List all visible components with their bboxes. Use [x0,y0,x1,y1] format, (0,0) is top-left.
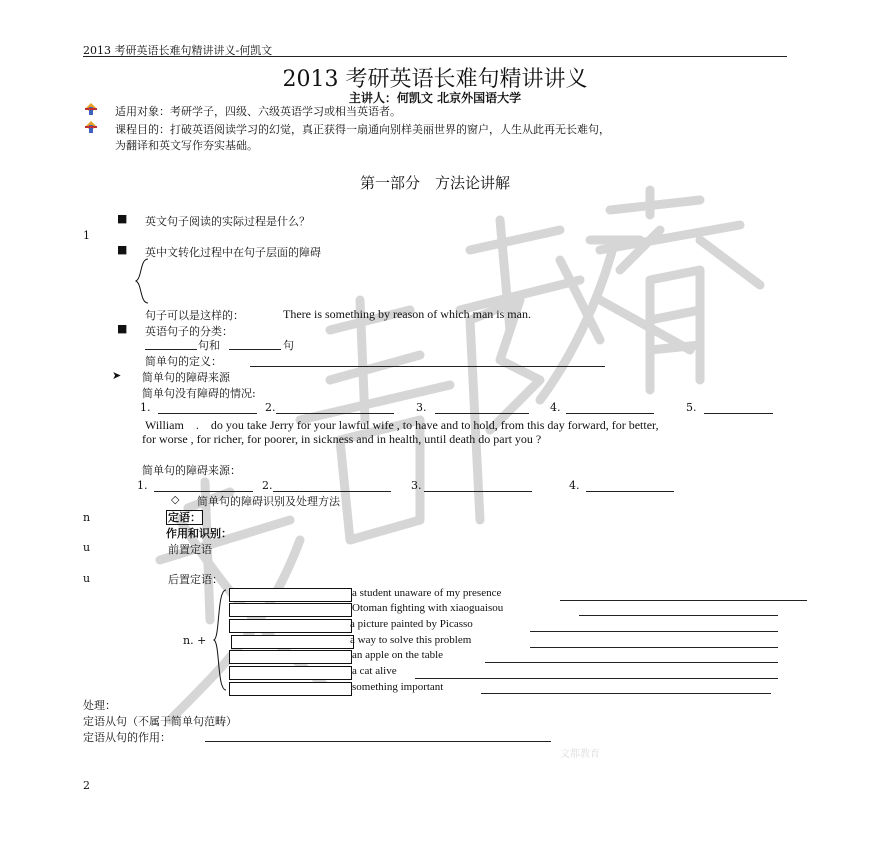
no-obstacle-heading: 简单句没有障碍的情况: [142,387,256,400]
obstacle-source-heading: 简单句的障碍来源 [142,371,230,384]
blank-line [530,647,778,648]
purpose-text-1: 课程目的：打破英语阅读学习的幻觉，真正获得一扇通向别样美丽世界的窗户，人生从此再无长难句， [115,123,610,136]
square-bullet-icon: ■ [117,243,128,256]
list-number: 4. [569,479,580,492]
lecturer: 主讲人：何凯文 北京外国语大学 [348,91,522,105]
blank-line [586,491,674,492]
blank-line [435,413,529,414]
pencil-icon [84,120,98,134]
square-bullet-icon: ■ [117,212,128,225]
diamond-bullet-icon: ◇ [171,493,180,506]
sentence-classification: 英语句子的分类： [145,325,233,338]
blank-line [579,615,778,616]
blank-line [704,413,773,414]
list-number: 3. [411,479,422,492]
audience-text: 适用对象：考研学子，四级、六级英语学习或相当英语者。 [115,105,401,118]
blank-line [276,413,394,414]
answer-box[interactable] [229,682,352,696]
pencil-icon [84,102,98,116]
left-brace-icon [212,589,228,691]
example-phrase: a picture painted by Picasso [350,618,473,630]
list-number: 2. [265,401,276,414]
blank-line [415,678,778,679]
blank-line [229,349,281,350]
arrow-bullet-icon: ➤ [112,369,122,382]
page-number: 1 [83,229,90,242]
simple-sentence-definition: 简单句的定义： [145,355,222,368]
blank-line [205,741,551,742]
blank-line [158,413,257,414]
pre-attributive: 前置定语 [168,543,212,556]
obstacle-identification: 简单句的障碍识别及处理方法 [197,495,340,508]
blank-line [424,491,532,492]
clause-label: 定语从句（不属于简单句范畴） [83,715,237,728]
watermark-text: 文都教育 [560,749,600,760]
blank-label-ju2: 句 [283,339,294,352]
example-phrase: a way to solve this problem [350,634,472,646]
square-bullet-icon: ■ [117,322,128,335]
blank-line [530,631,778,632]
post-attributive: 后置定语： [168,573,223,586]
list-number: 3. [416,401,427,414]
clause-role-label: 定语从句的作用： [83,731,171,744]
list-number: 2. [262,479,273,492]
list-number: 4. [550,401,561,414]
blank-line [273,491,391,492]
example-phrase: a cat alive [352,665,397,677]
example-phrase: an apple on the table [352,649,444,661]
example-label: 句子可以是这样的： [145,309,244,322]
answer-box[interactable] [229,650,352,664]
answer-box[interactable] [229,603,352,617]
marker-u: u [83,572,91,585]
answer-box[interactable] [229,666,352,680]
blank-line [481,693,771,694]
purpose-text-2: 为翻译和英文写作夯实基础。 [115,139,258,152]
example-phrase: a student unaware of my presence [352,587,502,599]
william-sentence-2: for worse , for richer, for poorer, in sickness and in health, until death do part you ? [142,432,542,446]
page-number: 2 [83,779,90,792]
left-brace-icon [134,258,150,304]
example-sentence: There is something by reason of which man is man. [283,307,531,321]
blank-line [560,600,807,601]
question-conversion-obstacle: 英中文转化过程中在句子层面的障碍 [145,246,321,259]
page-title: 2013 考研英语长难句精讲讲义 [282,67,588,92]
process-label: 处理： [83,699,116,712]
list-number: 1. [140,401,151,414]
obstacle-source-2: 简单句的障碍来源： [142,464,241,477]
header-rule [83,56,787,57]
answer-box[interactable] [229,619,352,633]
blank-line [250,366,605,367]
list-number: 1. [137,479,148,492]
blank-line [154,491,253,492]
answer-box[interactable] [231,635,354,649]
william-sentence-1: William . do you take Jerry for your lawful wife , to have and to hold, from this day forward, for better, [145,418,659,432]
answer-box[interactable] [229,588,352,602]
example-phrase: Otoman fighting with xiaoguaisou [352,602,504,614]
list-number: 5. [686,401,697,414]
example-phrase: something important [352,681,444,693]
question-reading-process: 英文句子阅读的实际过程是什么？ [145,215,310,228]
blank-line [145,349,197,350]
marker-n: n [83,511,91,524]
section-title: 第一部分 方法论讲解 [359,174,510,192]
role-identification: 作用和识别： [166,527,232,540]
attributive-label: 定语： [168,511,201,524]
blank-line [566,413,654,414]
n-plus-label: n. + [183,634,207,647]
blank-label-ju: 句和 [198,339,220,352]
marker-u: u [83,541,91,554]
running-header: 2013 考研英语长难句精讲讲义-何凯文 [83,44,273,57]
blank-line [485,662,778,663]
